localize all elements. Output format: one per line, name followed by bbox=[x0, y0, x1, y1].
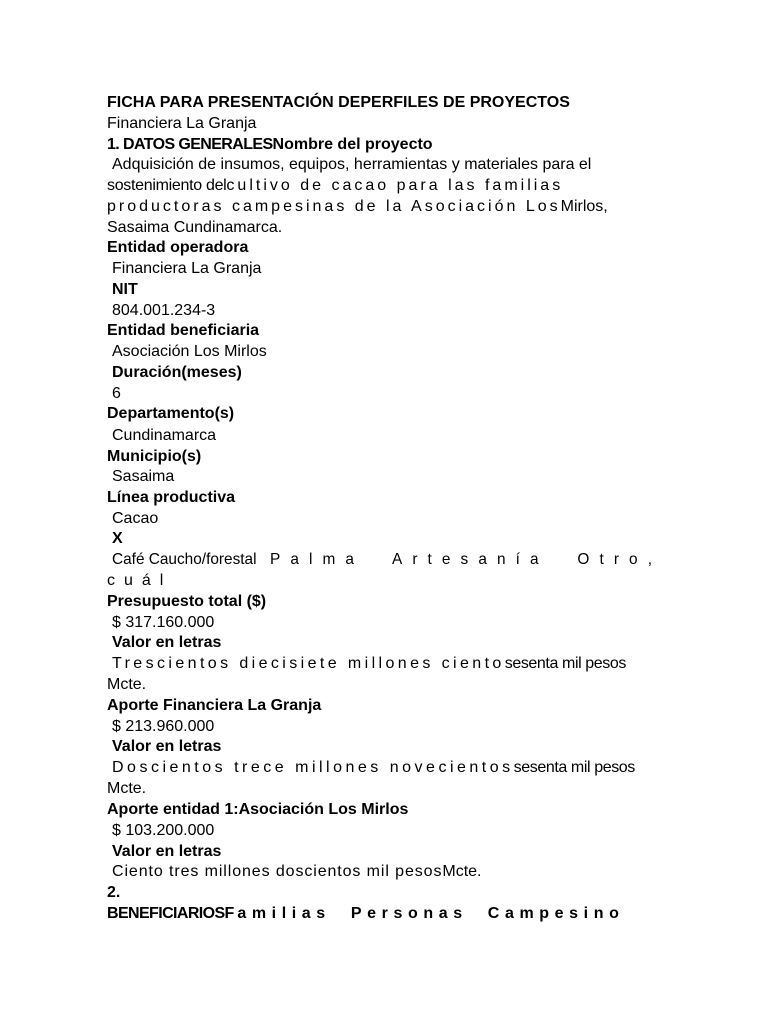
budget-letters-end: Mcte. bbox=[107, 676, 147, 693]
nit-label: NIT bbox=[112, 281, 138, 298]
productive-line-value: Cacao bbox=[112, 510, 159, 527]
contribution-entity-value: $ 103.200.000 bbox=[112, 822, 215, 839]
section-1-heading: 1. DATOS GENERALES bbox=[107, 136, 273, 153]
operator-value: Financiera La Granja bbox=[112, 260, 262, 277]
productive-line-options-b: Palma Artesanía Otro, bbox=[269, 551, 663, 568]
budget-label: Presupuesto total ($) bbox=[107, 593, 267, 610]
budget-letters bbox=[112, 654, 626, 674]
budget-value: $ 317.160.000 bbox=[112, 614, 215, 631]
operator-label: Entidad operadora bbox=[107, 239, 249, 256]
productive-line-options bbox=[112, 550, 662, 570]
project-name-line-3a: productoras campesinas de la Asociación Los bbox=[107, 198, 561, 215]
contribution-entity-letters-label: Valor en letras bbox=[112, 843, 222, 860]
contribution-financiera-value: $ 213.960.000 bbox=[112, 718, 215, 735]
budget-letters-a: Trescientos diecisiete millones ciento bbox=[112, 655, 505, 672]
duration-label: Duración(meses) bbox=[112, 364, 242, 381]
contribution-entity-letters-a: Ciento tres millones doscientos mil pesos bbox=[112, 863, 443, 880]
budget-letters-b: sesenta mil pesos bbox=[504, 655, 626, 672]
contribution-financiera-label: Aporte Financiera La Granja bbox=[107, 697, 322, 714]
project-name-line-1: Adquisición de insumos, equipos, herramientas y materiales para el bbox=[112, 156, 592, 173]
nit-value: 804.001.234-3 bbox=[112, 302, 216, 319]
contribution-financiera-letters bbox=[112, 758, 635, 778]
beneficiary-label: Entidad beneficiaria bbox=[107, 322, 260, 339]
contribution-entity-letters bbox=[112, 862, 482, 882]
organization-line: Financiera La Granja bbox=[107, 115, 257, 132]
contribution-financiera-letters-label: Valor en letras bbox=[112, 738, 222, 755]
duration-value: 6 bbox=[112, 385, 121, 402]
budget-letters-label: Valor en letras bbox=[112, 634, 222, 651]
department-value: Cundinamarca bbox=[112, 427, 217, 444]
project-name-line-4: Sasaima Cundinamarca. bbox=[107, 219, 283, 236]
section-2-columns: amilias Personas Campesino bbox=[237, 905, 625, 922]
section-2-col-initial: F bbox=[224, 905, 235, 922]
contribution-entity-label: Aporte entidad 1:Asociación Los Mirlos bbox=[107, 801, 409, 818]
department-label: Departamento(s) bbox=[107, 405, 235, 422]
project-name-line-2 bbox=[107, 176, 563, 196]
section-2-number: 2. bbox=[107, 884, 121, 901]
productive-line-options-c: cuál bbox=[107, 572, 173, 589]
project-name-line-3 bbox=[107, 197, 608, 217]
project-name-line-3b: Mirlos, bbox=[560, 198, 608, 215]
contribution-entity-letters-b: Mcte. bbox=[442, 863, 482, 880]
project-name-line-2a: sostenimiento del bbox=[107, 177, 227, 194]
project-name-line-2b: cultivo de cacao para las familias bbox=[226, 177, 564, 194]
contribution-financiera-letters-a: Doscientos trece millones novecientos bbox=[112, 759, 514, 776]
productive-line-options-a: Café Caucho/forestal bbox=[112, 551, 257, 568]
section-2-heading: BENEFICIARIOS bbox=[107, 905, 225, 922]
contribution-financiera-letters-b: sesenta mil pesos bbox=[513, 759, 635, 776]
section-1-header bbox=[107, 135, 433, 155]
productive-line-mark: X bbox=[112, 530, 123, 547]
productive-line-label: Línea productiva bbox=[107, 489, 236, 506]
document-title: FICHA PARA PRESENTACIÓN DEPERFILES DE PROYECTOS bbox=[107, 94, 570, 111]
municipality-label: Municipio(s) bbox=[107, 448, 202, 465]
contribution-financiera-letters-end: Mcte. bbox=[107, 780, 147, 797]
municipality-value: Sasaima bbox=[112, 468, 175, 485]
productive-line-other bbox=[107, 571, 172, 591]
beneficiary-value: Asociación Los Mirlos bbox=[112, 343, 267, 360]
section-2-header bbox=[107, 904, 624, 924]
project-name-label: Nombre del proyecto bbox=[272, 136, 433, 153]
